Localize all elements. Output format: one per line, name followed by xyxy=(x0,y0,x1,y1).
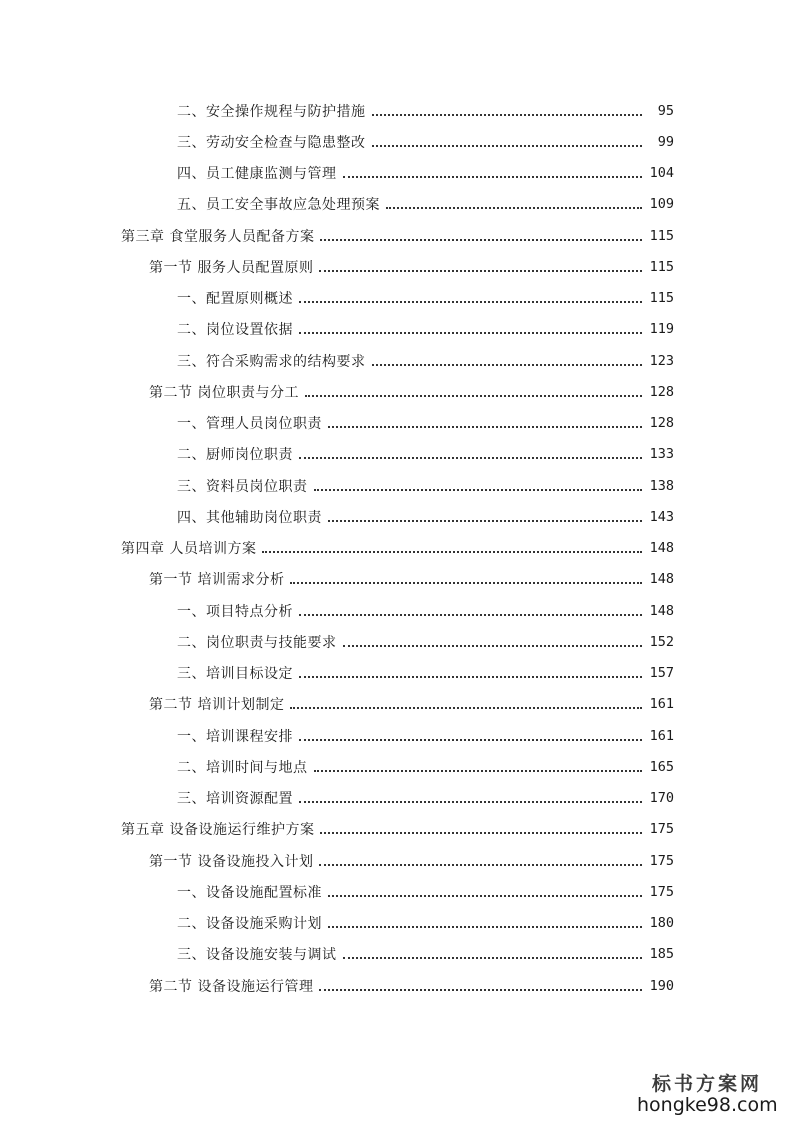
dot-leader xyxy=(328,926,642,928)
toc-entry[interactable] xyxy=(0,626,793,657)
dot-leader xyxy=(305,395,642,397)
toc-entry[interactable] xyxy=(0,876,793,907)
toc-entry-title: 二、岗位设置依据 xyxy=(177,322,293,339)
toc-entry[interactable] xyxy=(0,470,793,501)
dot-leader xyxy=(319,989,642,991)
toc-entry-title: 三、培训资源配置 xyxy=(177,791,293,808)
toc-entry[interactable] xyxy=(0,595,793,626)
toc-entry-page-number: 175 xyxy=(649,821,674,838)
toc-entry-page-number: 115 xyxy=(649,227,674,244)
table-of-contents xyxy=(0,95,793,1001)
toc-entry[interactable] xyxy=(0,345,793,376)
toc-entry[interactable] xyxy=(0,220,793,251)
toc-entry-title: 四、员工健康监测与管理 xyxy=(177,166,337,183)
site-watermark xyxy=(637,1069,777,1116)
toc-entry[interactable] xyxy=(0,408,793,439)
toc-entry-page-number: 175 xyxy=(649,852,674,869)
toc-entry-page-number: 128 xyxy=(649,383,674,400)
toc-entry[interactable] xyxy=(0,658,793,689)
dot-leader xyxy=(314,489,643,491)
watermark-title: 标书方案网 xyxy=(651,1073,762,1095)
toc-entry-page-number: 165 xyxy=(649,758,674,775)
toc-entry-title: 三、培训目标设定 xyxy=(177,666,293,683)
toc-entry-title: 二、岗位职责与技能要求 xyxy=(177,634,337,651)
toc-entry[interactable] xyxy=(0,908,793,939)
toc-entry-title: 二、培训时间与地点 xyxy=(177,759,308,776)
dot-leader xyxy=(290,707,642,709)
toc-entry-title: 三、劳动安全检查与隐患整改 xyxy=(177,134,366,151)
dot-leader xyxy=(372,114,643,116)
dot-leader xyxy=(328,520,642,522)
toc-entry-title: 第一节 服务人员配置原则 xyxy=(149,259,314,276)
toc-entry[interactable] xyxy=(0,95,793,126)
toc-entry-title: 一、培训课程安排 xyxy=(177,728,293,745)
watermark-domain: hongke98.com xyxy=(637,1094,778,1116)
toc-entry-title: 一、项目特点分析 xyxy=(177,603,293,620)
toc-entry[interactable] xyxy=(0,720,793,751)
toc-entry-title: 三、资料员岗位职责 xyxy=(177,478,308,495)
toc-entry-title: 第二节 培训计划制定 xyxy=(149,697,285,714)
dot-leader xyxy=(299,801,642,803)
toc-entry[interactable] xyxy=(0,689,793,720)
dot-leader xyxy=(372,364,643,366)
toc-entry-page-number: 138 xyxy=(649,477,674,494)
toc-entry-page-number: 185 xyxy=(649,946,674,963)
toc-entry-page-number: 133 xyxy=(649,446,674,463)
toc-entry[interactable] xyxy=(0,501,793,532)
toc-entry[interactable] xyxy=(0,251,793,282)
toc-entry-page-number: 148 xyxy=(649,571,674,588)
toc-entry-title: 二、安全操作规程与防护措施 xyxy=(177,103,366,120)
toc-entry[interactable] xyxy=(0,751,793,782)
toc-entry-page-number: 99 xyxy=(657,133,674,150)
toc-entry[interactable] xyxy=(0,939,793,970)
toc-entry[interactable] xyxy=(0,970,793,1001)
toc-entry-title: 第一节 培训需求分析 xyxy=(149,572,285,589)
toc-entry-page-number: 115 xyxy=(649,290,674,307)
dot-leader xyxy=(314,770,643,772)
toc-entry[interactable] xyxy=(0,314,793,345)
toc-entry[interactable] xyxy=(0,783,793,814)
toc-entry-page-number: 109 xyxy=(649,196,674,213)
toc-entry-title: 一、设备设施配置标准 xyxy=(177,884,322,901)
dot-leader xyxy=(262,551,642,553)
dot-leader xyxy=(320,239,642,241)
toc-entry-title: 第二节 设备设施运行管理 xyxy=(149,978,314,995)
dot-leader xyxy=(320,832,642,834)
toc-entry-page-number: 115 xyxy=(649,258,674,275)
toc-entry-title: 第二节 岗位职责与分工 xyxy=(149,384,299,401)
toc-entry-page-number: 170 xyxy=(649,790,674,807)
toc-entry-page-number: 180 xyxy=(649,915,674,932)
toc-entry-title: 二、设备设施采购计划 xyxy=(177,916,322,933)
dot-leader xyxy=(319,270,642,272)
toc-entry-title: 第一节 设备设施投入计划 xyxy=(149,853,314,870)
toc-entry-page-number: 157 xyxy=(649,665,674,682)
toc-entry-title: 五、员工安全事故应急处理预案 xyxy=(177,197,380,214)
toc-entry[interactable] xyxy=(0,283,793,314)
toc-entry-page-number: 123 xyxy=(649,352,674,369)
dot-leader xyxy=(372,145,643,147)
dot-leader xyxy=(299,676,642,678)
dot-leader xyxy=(299,739,642,741)
toc-entry-title: 一、配置原则概述 xyxy=(177,291,293,308)
toc-entry-title: 第五章 设备设施运行维护方案 xyxy=(121,822,315,839)
toc-entry-title: 二、厨师岗位职责 xyxy=(177,447,293,464)
dot-leader xyxy=(319,864,642,866)
dot-leader xyxy=(343,645,643,647)
toc-entry-page-number: 143 xyxy=(649,508,674,525)
toc-entry-page-number: 175 xyxy=(649,883,674,900)
toc-entry[interactable] xyxy=(0,814,793,845)
toc-entry[interactable] xyxy=(0,533,793,564)
dot-leader xyxy=(386,207,642,209)
toc-entry-page-number: 190 xyxy=(649,977,674,994)
toc-entry[interactable] xyxy=(0,376,793,407)
toc-entry-page-number: 148 xyxy=(649,602,674,619)
toc-entry[interactable] xyxy=(0,158,793,189)
dot-leader xyxy=(299,301,642,303)
toc-entry-page-number: 119 xyxy=(649,321,674,338)
toc-entry-page-number: 148 xyxy=(649,540,674,557)
toc-entry-page-number: 95 xyxy=(657,102,674,119)
toc-entry[interactable] xyxy=(0,845,793,876)
toc-entry-page-number: 161 xyxy=(649,727,674,744)
toc-entry-title: 第四章 人员培训方案 xyxy=(121,541,257,558)
toc-entry[interactable] xyxy=(0,189,793,220)
dot-leader xyxy=(290,582,642,584)
toc-entry-page-number: 152 xyxy=(649,633,674,650)
dot-leader xyxy=(299,614,642,616)
toc-entry-page-number: 161 xyxy=(649,696,674,713)
toc-entry-page-number: 104 xyxy=(649,165,674,182)
toc-entry[interactable] xyxy=(0,439,793,470)
toc-entry[interactable] xyxy=(0,564,793,595)
toc-entry-title: 三、设备设施安装与调试 xyxy=(177,947,337,964)
toc-entry-title: 三、符合采购需求的结构要求 xyxy=(177,353,366,370)
dot-leader xyxy=(343,176,643,178)
dot-leader xyxy=(328,895,642,897)
toc-entry[interactable] xyxy=(0,126,793,157)
toc-entry-title: 四、其他辅助岗位职责 xyxy=(177,509,322,526)
dot-leader xyxy=(299,457,642,459)
toc-entry-page-number: 128 xyxy=(649,415,674,432)
dot-leader xyxy=(328,426,642,428)
dot-leader xyxy=(343,957,643,959)
toc-entry-title: 一、管理人员岗位职责 xyxy=(177,416,322,433)
toc-entry-title: 第三章 食堂服务人员配备方案 xyxy=(121,228,315,245)
dot-leader xyxy=(299,332,642,334)
